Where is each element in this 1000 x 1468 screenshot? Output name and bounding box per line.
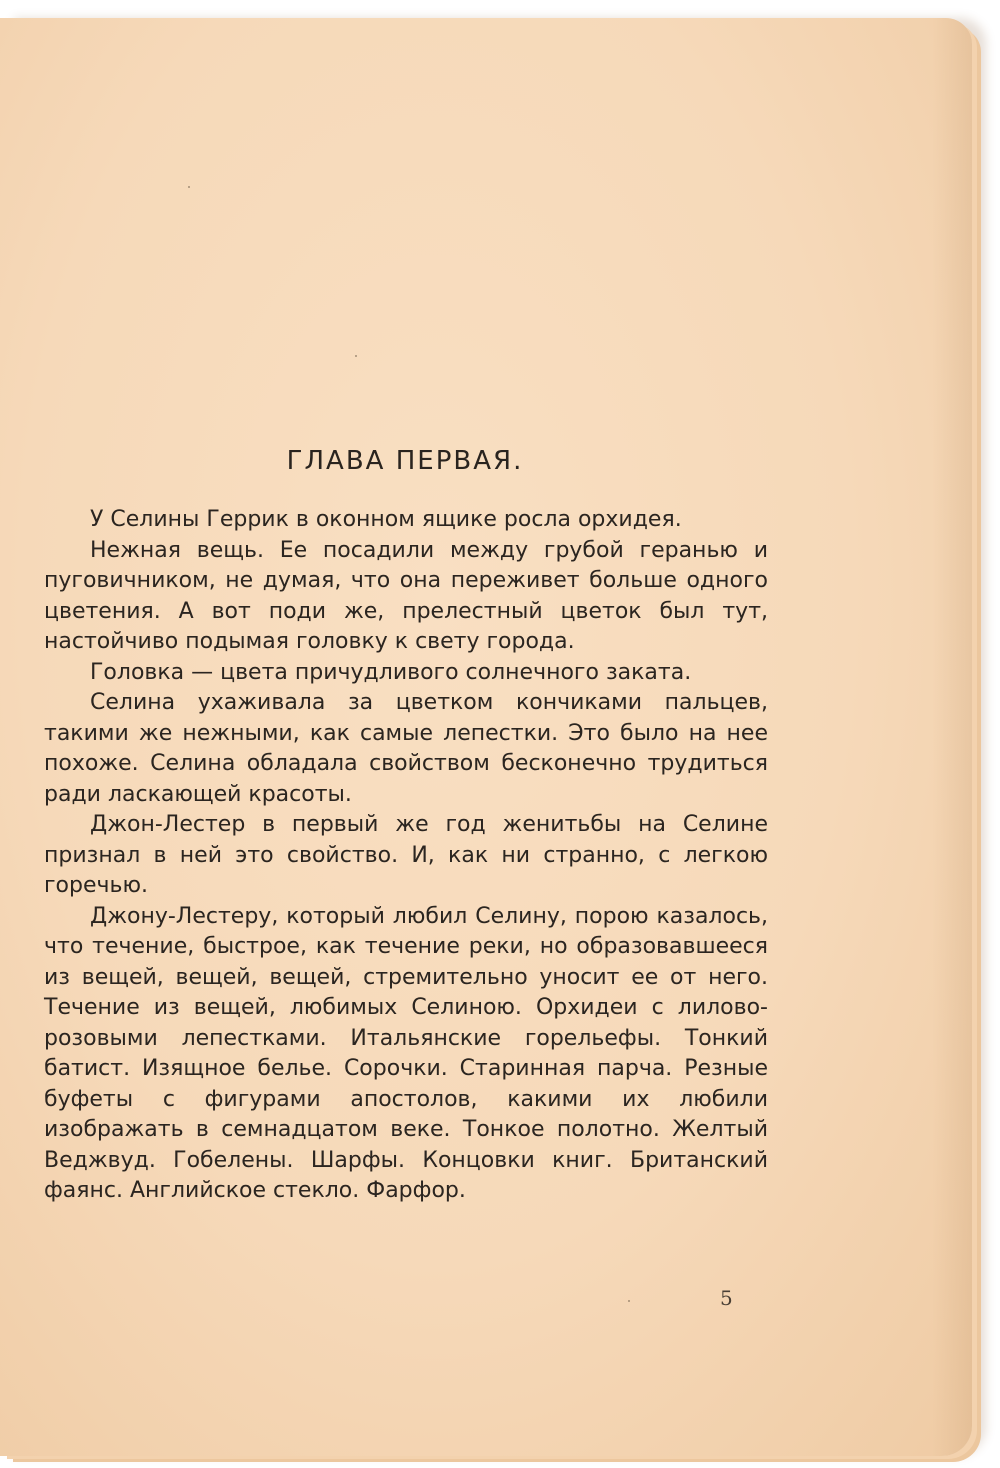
paper-speck <box>188 186 190 188</box>
paragraph: Джону-Лестеру, который любил Селину, порою казалось, что течение, быстрое, как течение реки, но образовавшееся из вещей, вещей, вещей, стремительно уносит ее от него. Течение из вещей, любимых Селиною. Орхидеи с лилово-розовыми лепестками. Итальянские горельефы. Тонкий батист. Изящное белье. Сорочки. Старинная парча. Резные буфеты с фигурами апостолов, какими их любили изображать в семнадцатом веке. Тонкое полотно. Желтый Веджвуд. Гобелены. Шарфы. Концовки книг. Британский фаянс. Английское стекло. Фарфор. <box>44 903 768 1203</box>
chapter-title: ГЛАВА ПЕРВАЯ. <box>286 446 524 476</box>
paragraph: Нежная вещь. Ее посадили между грубой геранью и пуговичником, не думая, что она переживет больше одного цветения. А вот поди же, прелестный цветок был тут, настойчиво подымая головку к свету города. <box>44 537 768 654</box>
paragraph: Головка — цвета причудливого солнечного заката. <box>90 659 692 685</box>
paragraph: Селина ухаживала за цветком кончиками пальцев, такими же нежными, как самые лепестки. Это было на нее похоже. Селина обладала свойством бесконечно трудиться ради ласкающей красоты. <box>44 690 768 807</box>
chapter-body <box>44 505 768 1207</box>
paragraph: У Селины Геррик в оконном ящике росла орхидея. <box>90 507 682 532</box>
paragraph: Джон-Лестер в первый же год женитьбы на Селине признал в ней это свойство. И, как ни странно, с легкою горечью. <box>44 812 768 898</box>
page-edge-shadow <box>932 18 972 1456</box>
paper-speck <box>355 355 357 357</box>
page-number: 5 <box>720 1286 733 1310</box>
paper-speck <box>628 1300 630 1302</box>
